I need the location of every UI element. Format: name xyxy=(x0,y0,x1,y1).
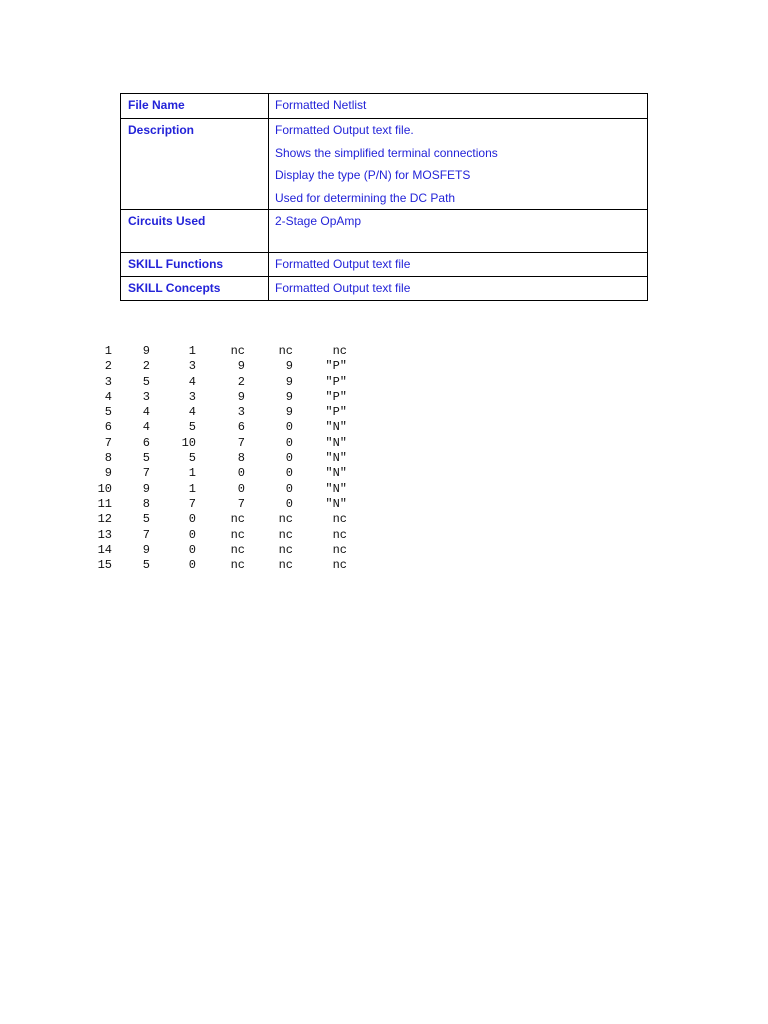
netlist-cell: nc xyxy=(278,527,293,542)
netlist-cell: "N" xyxy=(325,466,347,481)
description-line: Formatted Output text file. xyxy=(275,123,414,137)
netlist-cell: 11 xyxy=(97,496,112,511)
netlist-cell: 1 xyxy=(104,344,112,358)
netlist-cell: 3 xyxy=(142,389,150,404)
netlist-cell: 3 xyxy=(188,389,196,404)
file-name-row xyxy=(121,94,648,119)
netlist-cell: 9 xyxy=(237,359,245,374)
netlist-cell: 13 xyxy=(97,527,112,542)
circuits-used-label: Circuits Used xyxy=(121,210,269,253)
description-value xyxy=(269,119,648,210)
netlist-cell: 9 xyxy=(142,542,150,557)
netlist-cell: 10 xyxy=(97,481,112,496)
netlist-cell: nc xyxy=(230,542,245,557)
netlist-cell: 0 xyxy=(188,527,196,542)
netlist-cell: 0 xyxy=(188,558,196,573)
netlist-cell: 5 xyxy=(142,451,150,466)
netlist-cell: 15 xyxy=(97,558,112,573)
netlist-cell: 3 xyxy=(104,374,112,389)
netlist-cell: 1 xyxy=(188,466,196,481)
netlist-cell: 10 xyxy=(181,435,196,450)
netlist-cell: nc xyxy=(332,527,347,542)
netlist-cell: 8 xyxy=(142,496,150,511)
netlist-cell: nc xyxy=(230,558,245,573)
netlist-cell: 0 xyxy=(285,451,293,466)
description-label: Description xyxy=(121,119,269,210)
netlist-cell: "N" xyxy=(325,481,347,496)
file-name-label: File Name xyxy=(121,94,269,119)
netlist-cell: nc xyxy=(332,512,347,527)
netlist-cell: 4 xyxy=(104,389,112,404)
description-line: Used for determining the DC Path xyxy=(275,190,456,205)
netlist-cell: 7 xyxy=(142,527,150,542)
netlist-cell: nc xyxy=(278,542,293,557)
netlist-cell: 6 xyxy=(237,420,245,435)
netlist-cell: "P" xyxy=(325,389,347,404)
info-table xyxy=(120,93,648,301)
netlist-cell: 4 xyxy=(142,420,150,435)
netlist-cell: nc xyxy=(230,512,245,527)
netlist-cell: 2 xyxy=(237,374,245,389)
netlist-cell: 12 xyxy=(97,512,112,527)
netlist-cell: 0 xyxy=(285,435,293,450)
netlist-cell: 8 xyxy=(237,451,245,466)
netlist-cell: 4 xyxy=(142,405,150,420)
netlist-cell: 2 xyxy=(104,359,112,374)
circuits-used-value: 2-Stage OpAmp xyxy=(269,210,648,253)
skill-functions-label: SKILL Functions xyxy=(121,253,269,277)
netlist-cell: 5 xyxy=(142,558,150,573)
netlist-cell: nc xyxy=(230,527,245,542)
netlist-cell: 2 xyxy=(142,359,150,374)
netlist-cell: "P" xyxy=(325,374,347,389)
netlist-cell: 8 xyxy=(104,451,112,466)
netlist-cell: 1 xyxy=(188,481,196,496)
netlist-cell: 9 xyxy=(285,389,293,404)
netlist-cell: 0 xyxy=(285,420,293,435)
netlist-cell: 0 xyxy=(285,466,293,481)
netlist-cell: 0 xyxy=(285,496,293,511)
netlist-cell: "P" xyxy=(325,359,347,374)
netlist-cell: nc xyxy=(278,512,293,527)
netlist-cell: 9 xyxy=(104,466,112,481)
netlist-cell: 7 xyxy=(237,496,245,511)
netlist-cell: 0 xyxy=(285,481,293,496)
netlist-cell: 7 xyxy=(237,435,245,450)
netlist-cell: 0 xyxy=(188,542,196,557)
netlist-cell: 0 xyxy=(237,466,245,481)
netlist-cell: 5 xyxy=(142,374,150,389)
netlist-cell: 5 xyxy=(142,512,150,527)
netlist-cell: 7 xyxy=(142,466,150,481)
netlist-cell: 4 xyxy=(188,374,196,389)
netlist-cell: 7 xyxy=(188,496,196,511)
netlist-cell: 9 xyxy=(285,359,293,374)
netlist-cell: 9 xyxy=(142,481,150,496)
netlist-cell: 0 xyxy=(237,481,245,496)
netlist-cell: 9 xyxy=(285,374,293,389)
circuits-used-row xyxy=(121,210,648,253)
netlist-cell: 1 xyxy=(188,344,196,358)
skill-concepts-value: Formatted Output text file xyxy=(269,277,648,301)
netlist-cell: "N" xyxy=(325,451,347,466)
netlist-cell: 5 xyxy=(188,420,196,435)
netlist-cell: 0 xyxy=(188,512,196,527)
netlist-cell: 3 xyxy=(237,405,245,420)
netlist-cell: nc xyxy=(332,344,347,358)
netlist-cell: nc xyxy=(278,344,293,358)
skill-functions-row xyxy=(121,253,648,277)
netlist-cell: "N" xyxy=(325,435,347,450)
skill-concepts-label: SKILL Concepts xyxy=(121,277,269,301)
netlist-cell: 5 xyxy=(104,405,112,420)
netlist-cell: "P" xyxy=(325,405,347,420)
description-line: Shows the simplified terminal connections xyxy=(275,145,498,160)
netlist-cell: nc xyxy=(230,344,245,358)
skill-concepts-row xyxy=(121,277,648,301)
netlist-cell: "N" xyxy=(325,496,347,511)
netlist-cell: "N" xyxy=(325,420,347,435)
netlist-cell: 6 xyxy=(104,420,112,435)
netlist-cell: 3 xyxy=(188,359,196,374)
description-line: Display the type (P/N) for MOSFETS xyxy=(275,168,471,182)
netlist-cell: 9 xyxy=(142,344,150,358)
skill-functions-value: Formatted Output text file xyxy=(269,253,648,277)
netlist-cell: 5 xyxy=(188,451,196,466)
netlist-cell: nc xyxy=(332,542,347,557)
file-name-value: Formatted Netlist xyxy=(269,94,648,119)
netlist-cell: 9 xyxy=(237,389,245,404)
netlist-cell: 14 xyxy=(97,542,112,557)
netlist-cell: nc xyxy=(278,558,293,573)
netlist-cell: 9 xyxy=(285,405,293,420)
description-row xyxy=(121,119,648,210)
netlist-cell: 7 xyxy=(104,435,112,450)
netlist-cell: nc xyxy=(332,558,347,573)
netlist-cell: 4 xyxy=(188,405,196,420)
netlist-cell: 6 xyxy=(142,435,150,450)
